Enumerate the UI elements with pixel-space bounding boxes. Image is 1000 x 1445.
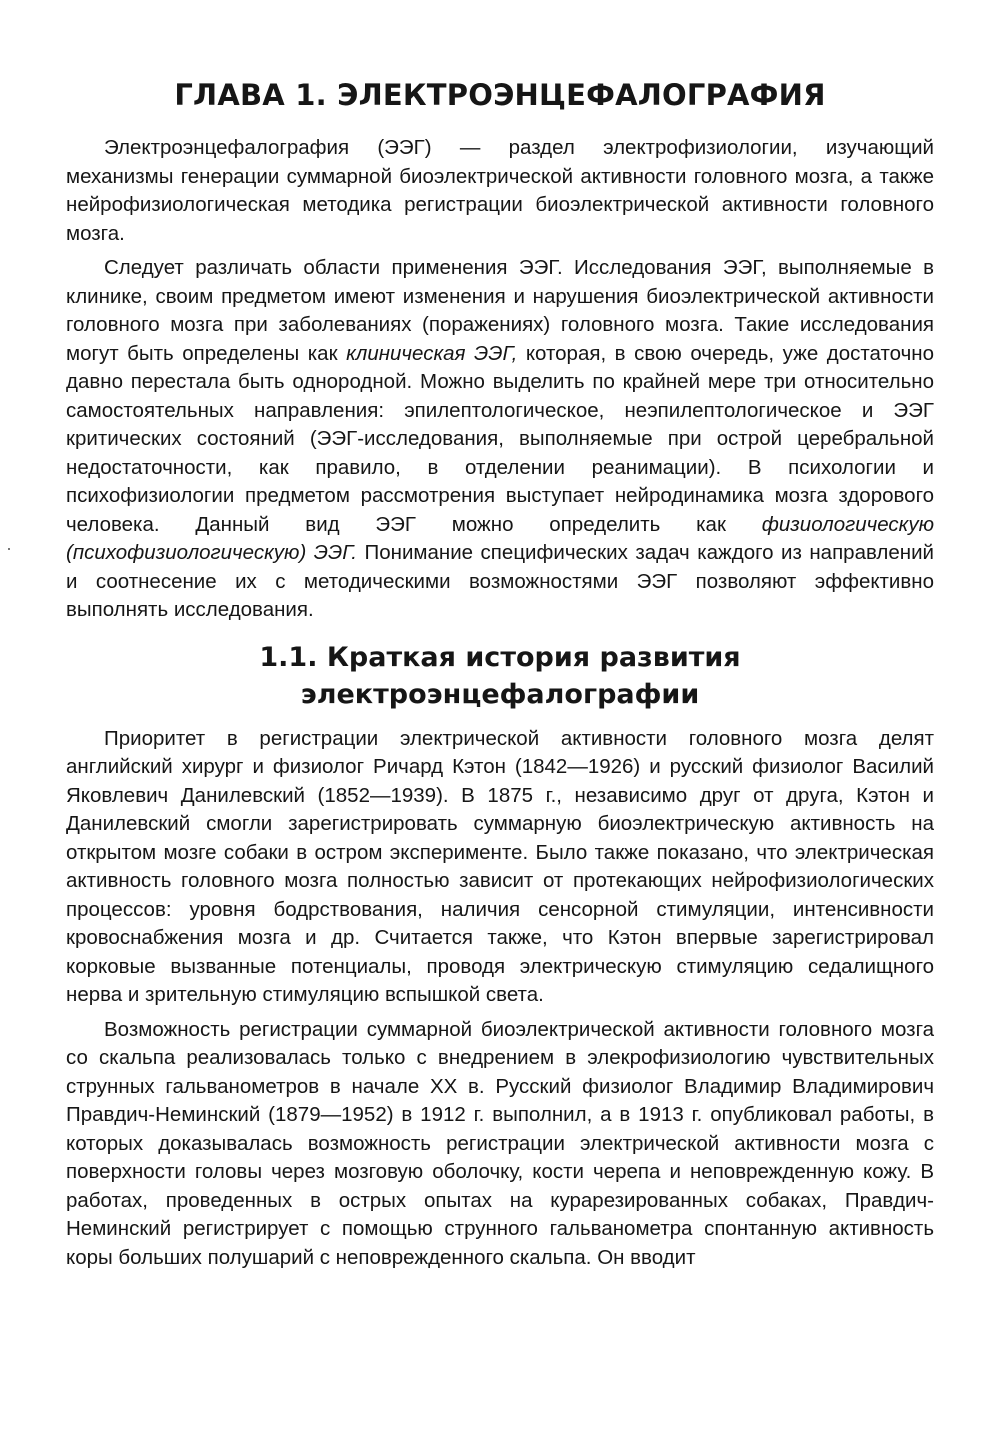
italic-term-physiological-eeg: физиологическую (психофизиологическую) ЭЭГ. [66, 512, 934, 564]
scan-speck [8, 548, 10, 550]
paragraph-text-span: Понимание специфических задач каждого из направлений и соотнесение их с методическими возможностями ЭЭГ позволяют эффективно выполнять исследования. [66, 541, 934, 621]
section-title-line-1: 1.1. Краткая история развития [259, 641, 741, 673]
section-title-line-2: электроэнцефалографии [300, 678, 700, 710]
chapter-title: ГЛАВА 1. ЭЛЕКТРОЭНЦЕФАЛОГРАФИЯ [174, 78, 826, 112]
section-title [66, 639, 934, 713]
chapter-paragraph-2 [66, 254, 934, 625]
paragraph-text-span: которая, в свою очередь, уже достаточно давно перестала быть однородной. Можно выделить по крайней мере три относительно самостоятельных направления: эпилептологическое, неэпилептологическое и ЭЭГ критических состояний (ЭЭГ-исследования, выполняемые при острой церебральной недостаточности, как правило, в отделении реанимации). В психологии и психофизиологии предметом рассмотрения выступает нейродинамика мозга здорового человека. Данный вид ЭЭГ можно определить как [66, 341, 934, 536]
paragraph-text-span: Следует различать области применения ЭЭГ. Исследования ЭЭГ, выполняемые в клинике, своим предметом имеют изменения и нарушения биоэлектрической активности головного мозга при заболеваниях (поражениях) головного мозга. Такие исследования могут быть определены как [66, 256, 934, 365]
section-paragraph-1: Приоритет в регистрации электрической активности головного мозга делят английский хирург и физиолог Ричард Кэтон (1842—1926) и русский физиолог Василий Яковлевич Данилевский (1852—1939). В 1875 г., независимо друг от друга, Кэтон и Данилевский смогли зарегистрировать суммарную биоэлектрическую активность на открытом мозге собаки в остром эксперименте. Было также показано, что электрическая активность головного мозга полностью зависит от протекающих нейрофизиологических процессов: уровня бодрствования, наличия сенсорной стимуляции, интенсивности кровоснабжения мозга и др. Считается также, что Кэтон впервые зарегистрировал корковые вызванные потенциалы, проводя электрическую стимуляцию седалищного нерва и зрительную стимуляцию вспышкой света. [66, 726, 934, 1006]
italic-term-clinical-eeg: клиническая ЭЭГ, [346, 341, 518, 365]
book-page [66, 78, 934, 1278]
chapter-paragraph-1: Электроэнцефалография (ЭЭГ) — раздел электрофизиологии, изучающий механизмы генерации суммарной биоэлектрической активности головного мозга, а также нейрофизиологическая методика регистрации биоэлектрической активности головного мозга. [66, 136, 934, 245]
section-paragraph-2: Возможность регистрации суммарной биоэлектрической активности головного мозга со скальпа реализовалась только с внедрением в элекрофизиологию чувствительных струнных гальванометров в начале XX в. Русский физиолог Владимир Владимирович Правдич-Неминский (1879—1952) в 1912 г. выполнил, а в 1913 г. опубликовал работы, в которых доказывалась возможность регистрации электрической активности мозга с поверхности головы через мозговую оболочку, кости черепа и неповрежденную кожу. В работах, проведенных в острых опытах на курарезированных собаках, Правдич-Неминский регистрирует с помощью струнного гальванометра спонтанную активность коры больших полушарий с неповрежденного скальпа. Он вводит [66, 1017, 934, 1269]
